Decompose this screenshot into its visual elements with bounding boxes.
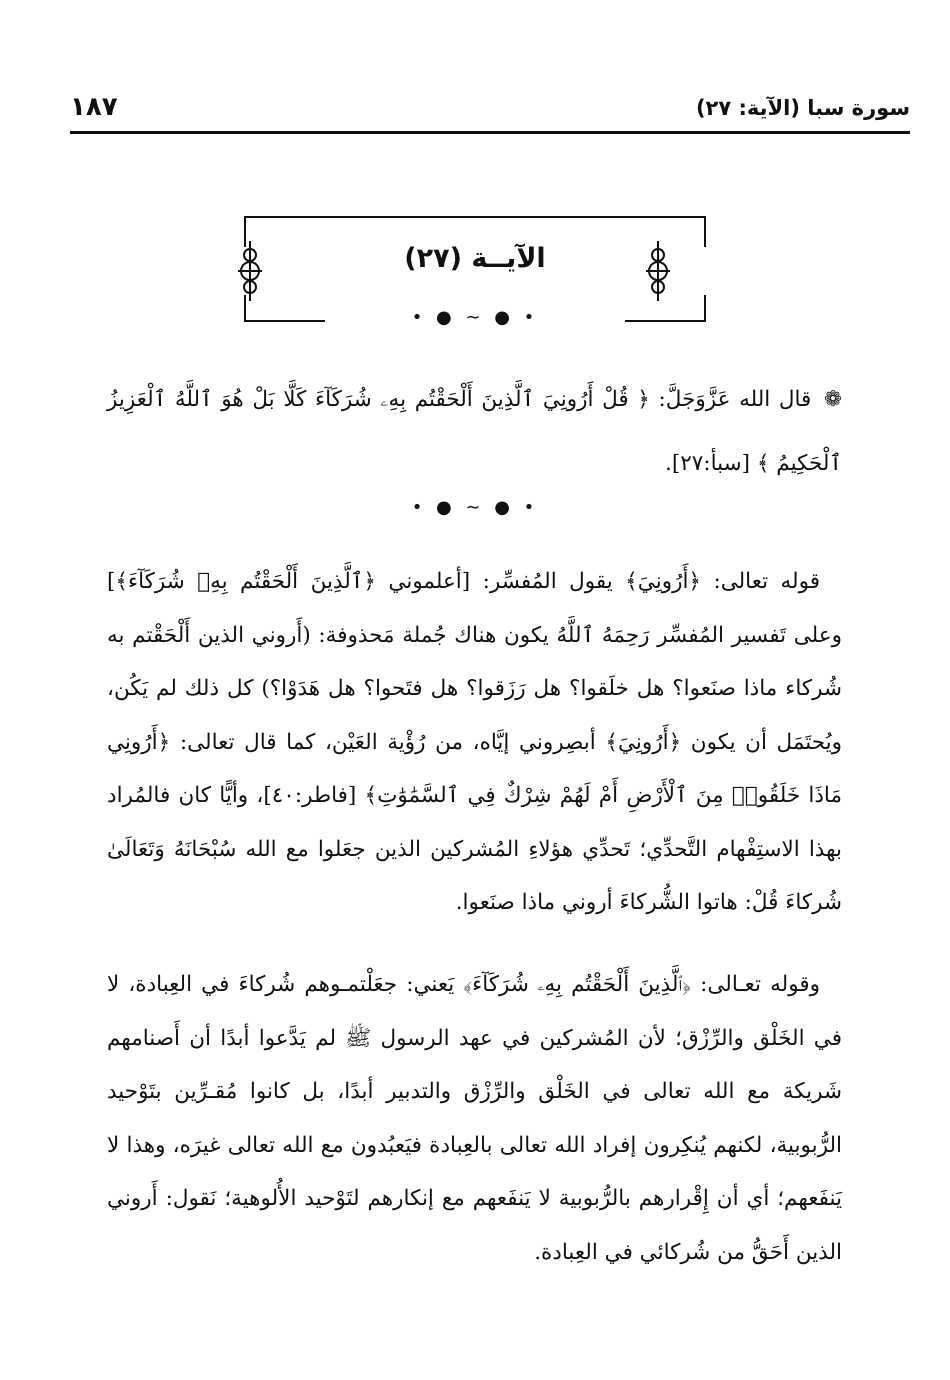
section-title: الآيــة (٢٧) bbox=[404, 243, 546, 274]
verse-reference: [سبأ:٢٧]. bbox=[664, 451, 751, 476]
header-rule bbox=[70, 131, 910, 134]
verse-block bbox=[107, 368, 842, 496]
tafsir-paragraph bbox=[107, 958, 842, 1279]
paragraph-text: قوله تعالى: ﴿أَرُونِيَ﴾ يقول المُفسِّر: [أعلموني ﴿ٱلَّذِينَ أَلْحَقْتُم بِهِۦ شُرَكَآءَ﴾] وعلى تَفسير المُفسِّر رَحِمَهُ ٱللَّهُ يكون هناك جُملة مَحذوفة: (أَروني الذين أَلْحَقْتم به شُركاء ماذا صنَعوا؟ هل خلَقوا؟ هل رَزَقوا؟ هل فتَحوا؟ هل هَدَوْا؟) كل ذلك لم يَكُن، ويُحتَمَل أن يكون ﴿أَرُونِيَ﴾ أبصِروني إيَّاه، من رُؤْية العَيْن، كما قال تعالى: ﴿أَرُونِي مَاذَا خَلَقُوا۟ مِنَ ٱلْأَرْضِ أَمْ لَهُمْ شِرْكٌ فِي ٱلسَّمَٰوَٰتِ﴾ [فاطر:٤٠]، وأيًّا كان فالمُراد بهذا الاستِفْهام التَّحدِّي؛ تَحدِّي هؤلاءِ المُشركين الذين جعَلوا مع الله سُبْحَانَهُ وَتَعَالَىٰ شُركاءَ قُلْ: هاتوا الشُّركاءَ أروني ماذا صنَعوا. bbox=[107, 569, 842, 915]
flower-bullet-icon: ❁ bbox=[823, 387, 842, 412]
running-title: سورة سبا (الآية: ٢٧) bbox=[695, 96, 910, 120]
paragraph-text: وقوله تعـالى: ﴿ٱلَّذِينَ أَلْحَقْتُم بِهِۦ شُرَكَآءَ﴾ يَعني: جعَلْتمـوهم شُركاءَ في العِبادة، لا في الخَلْق والرِّزْق؛ لأن المُشركين في عهد الرسول ﷺ لم يَدَّعوا أبدًا أن أَصنامهم شَريكة مع الله تعالى في الخَلْق والرِّزْق والتدبير أبدًا، بل كانوا مُقـرِّين بتَوْحيد الرُّبوبية، لكنهم يُنكِرون إفراد الله تعالى بالعِبادة فيَعبُدون مع الله تعالى غيرَه، وهذا لا يَنفَعهم؛ أي أن إِقْرارهم بالرُّبوبية لا يَنفَعهم مع إنكارهم لتَوْحيد الأُلوهية؛ نَقول: أَروني الذين أَحَقُّ من شُركائي في العِبادة. bbox=[107, 972, 842, 1265]
knot-ornament-left-icon bbox=[238, 241, 262, 301]
section-divider: • ● ∽ ● • bbox=[411, 497, 539, 518]
verse-text: ﴿ قُلْ أَرُونِيَ ٱلَّذِينَ أَلْحَقْتُم بِهِۦ شُرَكَآءَ كَلَّا بَلْ هُوَ ٱللَّهُ ٱلْعَزِيزُ ٱلْحَكِيمُ ﴾ bbox=[107, 387, 842, 476]
page-number: ١٨٧ bbox=[70, 92, 118, 122]
section-ornament: • ● ∽ ● • bbox=[411, 307, 539, 328]
tafsir-paragraph bbox=[107, 555, 842, 930]
verse-intro: قال الله عَزَّوَجَلَّ: bbox=[658, 387, 812, 412]
page-header bbox=[70, 92, 910, 128]
knot-ornament-right-icon bbox=[646, 241, 670, 301]
